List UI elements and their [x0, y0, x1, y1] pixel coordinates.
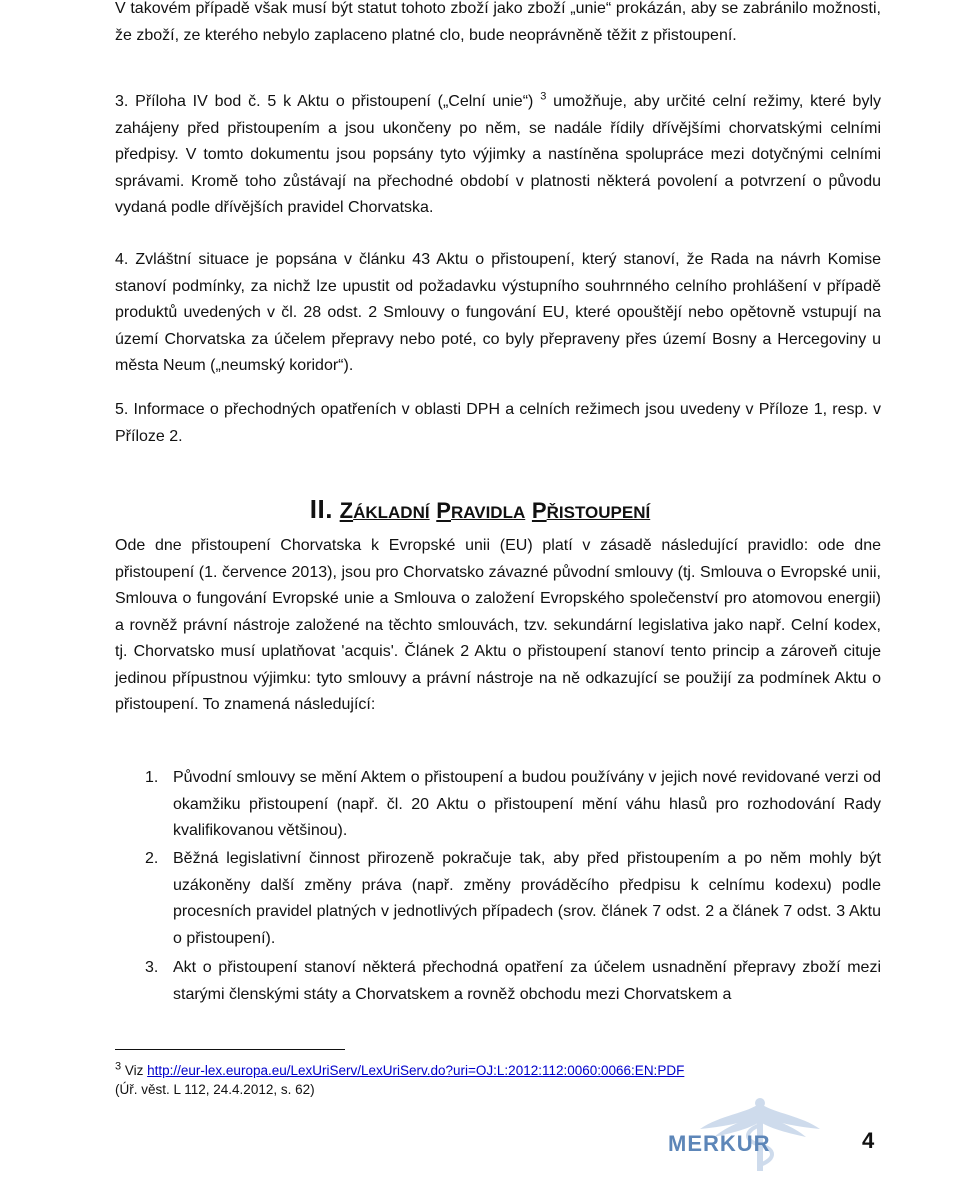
page-number: 4	[862, 1128, 875, 1153]
heading-w3-initial: P	[531, 498, 547, 523]
paragraph-5: 5. Informace o přechodných opatřeních v oblasti DPH a celních režimech jsou uvedeny v Příloze 1, resp. v Příloze 2.	[115, 401, 881, 445]
footnote-ref-3[interactable]: 3	[540, 90, 547, 103]
footnote-reference: (Úř. věst. L 112, 24.4.2012, s. 62)	[115, 1082, 315, 1097]
footnote	[115, 1061, 815, 1099]
list-number: 2.	[145, 850, 159, 867]
paragraph-3	[115, 89, 881, 222]
merkur-logo	[660, 1095, 860, 1175]
logo-wordmark: MERKUR	[668, 1131, 771, 1156]
paragraph-3-start: 3. Příloha IV bod č. 5 k Aktu o přistoupení („Celní unie“)	[115, 93, 541, 110]
list-text: Akt o přistoupení stanoví některá přechodná opatření za účelem usnadnění přepravy zboží mezi starými členskými státy a Chorvatskem a rovněž obchodu mezi Chorvatskem a	[173, 959, 881, 1003]
footnote-divider	[115, 1049, 345, 1050]
footnote-prefix: Viz	[121, 1063, 148, 1078]
heading-w3-rest: ŘISTOUPENÍ	[546, 503, 651, 522]
section-heading	[0, 494, 960, 525]
paragraph-status: V takovém případě však musí být statut tohoto zboží jako zboží „unie“ prokázán, aby se zabránilo možnosti, že zboží, ze kterého nebylo zaplaceno platné clo, bude neoprávněně těžit z přistoupení.	[115, 0, 881, 44]
heading-w1-rest: ÁKLADNÍ	[353, 503, 430, 522]
heading-w2-initial: P	[436, 498, 451, 523]
heading-w2-rest: RAVIDLA	[450, 503, 526, 522]
heading-numeral: II.	[309, 494, 333, 524]
footnote-number: 3	[115, 1060, 122, 1073]
list-item	[145, 846, 881, 952]
paragraph-4: 4. Zvláštní situace je popsána v článku 43 Aktu o přistoupení, který stanoví, že Rada na návrh Komise stanoví podmínky, za nichž lze upustit od požadavku výstupního souhrnného celního prohlášení v případě produktů uvedených v čl. 28 odst. 2 Smlouvy o fungování EU, které opouštějí nebo opětovně vstupují na území Chorvatska za účelem přepravy nebo poté, co byly přepraveny přes území Bosny a Hercegoviny u města Neum („neumský koridor“).	[115, 251, 881, 374]
intro-paragraph: Ode dne přistoupení Chorvatska k Evropské unii (EU) platí v zásadě následující pravidlo: ode dne přistoupení (1. července 2013), jsou pro Chorvatsko závazné původní smlouvy (tj. Smlouva o Evropské unii, Smlouva o fungování Evropské unie a Smlouva o založení Evropského společenství pro atomovou energii) a rovněž právní nástroje založené na těchto smlouvách, tzv. sekundární legislativa jako např. Celní kodex, tj. Chorvatsko musí uplatňovat 'acquis'. Článek 2 Aktu o přistoupení stanoví tento princip a zároveň cituje jedinou přípustnou výjimku: tyto smlouvy a právní nástroje na ně odkazující se použijí za podmínek Aktu o přistoupení. To znamená následující:	[115, 537, 881, 713]
list-item	[145, 765, 881, 845]
list-number: 3.	[145, 959, 159, 976]
footnote-link[interactable]: http://eur-lex.europa.eu/LexUriServ/LexUriServ.do?uri=OJ:L:2012:112:0060:0066:EN:PDF	[147, 1063, 685, 1078]
list-item	[145, 955, 881, 1008]
heading-w1-initial: Z	[339, 498, 354, 523]
list-text: Běžná legislativní činnost přirozeně pokračuje tak, aby před přistoupením a po něm mohly být uzákoněny další změny práva (např. změny prováděcího předpisu k celnímu kodexu) podle procesních pravidel platných v jednotlivých případech (srov. článek 7 odst. 2 a článek 7 odst. 3 Aktu o přistoupení).	[173, 850, 881, 947]
list-text: Původní smlouvy se mění Aktem o přistoupení a budou používány v jejich nové revidované verzi od okamžiku přistoupení (např. čl. 20 Aktu o přistoupení mění váhu hlasů pro rozhodování Rady kvalifikovanou většinou).	[173, 769, 881, 839]
list-number: 1.	[145, 769, 159, 786]
paragraph-3-rest: umožňuje, aby určité celní režimy, které byly zahájeny před přistoupením a jsou ukončeny po něm, se nadále řídily dřívějšími chorvatskými celními předpisy. V tomto dokumentu jsou popsány tyto výjimky a nastíněna spolupráce mezi dotyčnými celními správami. Kromě toho zůstávají na přechodné období v platnosti některá povolení a potvrzení o původu vydaná podle dřívějších pravidel Chorvatska.	[115, 93, 882, 216]
